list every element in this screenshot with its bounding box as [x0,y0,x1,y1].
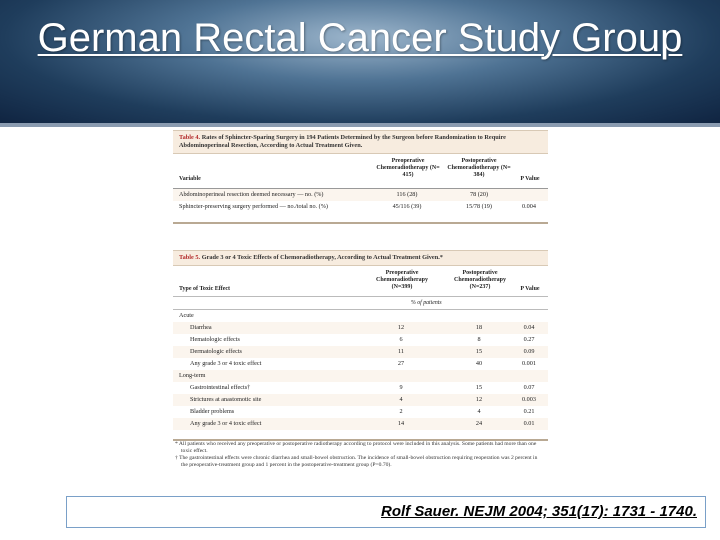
cell-p-value: 0.04 [523,324,535,331]
row-label: Any grade 3 or 4 toxic effect [190,420,262,427]
cell-preop: 27 [397,360,405,367]
cell-postop: 15/78 (19) [466,203,492,210]
citation: Rolf Sauer. NEJM 2004; 351(17): 1731 - 1740. [381,503,697,520]
table-4-header [173,154,548,189]
cell-preop: 2 [399,408,403,415]
table-row [173,382,548,394]
cell-preop: 11 [398,348,404,355]
table-4 [173,130,548,224]
header-toxic-effect: Type of Toxic Effect [179,286,231,292]
cell-preop: 6 [399,336,403,343]
section-row [173,370,548,382]
row-label: Strictures at anastomotic site [190,396,262,403]
table-5-caption [173,251,548,266]
table-row [173,406,548,418]
cell-preop: 4 [399,396,403,403]
section-acute: Acute [179,312,194,319]
row-label: Bladder problems [190,408,235,415]
cell-p-value: 0.01 [523,420,535,427]
header-p-value: P Value [520,286,540,292]
header-postop: Postoperative Chemoradiotherapy (N=237) [454,270,506,290]
row-label: Diarrhea [190,324,212,331]
cell-postop: 8 [477,336,481,343]
table-row [173,346,548,358]
cell-p-value: 0.21 [523,408,535,415]
header-preop: Preoperative Chemoradiotherapy (N= 415) [376,158,440,178]
cell-postop: 40 [475,360,483,367]
cell-preop: 116 (28) [396,191,418,198]
section-row [173,310,548,322]
cell-preop: 45/116 (39) [392,203,422,210]
table-row [173,418,548,430]
cell-p-value: 0.09 [523,348,535,355]
slide-title: German Rectal Cancer Study Group [37,16,683,60]
row-label: Gastrointestinal effects† [190,384,251,391]
row-label: Sphincter-preserving surgery performed — no./total no. (%) [179,203,328,210]
cell-p-value: 0.07 [523,384,535,391]
cell-postop: 15 [475,348,483,355]
table-4-number: Table 4. [179,134,201,141]
row-label: Any grade 3 or 4 toxic effect [190,360,262,367]
table-row [173,394,548,406]
table-5-header [173,266,548,297]
header-variable: Variable [179,176,201,182]
table-row [173,322,548,334]
cell-p-value: 0.004 [522,203,536,210]
cell-postop: 24 [475,420,483,427]
cell-postop: 18 [475,324,483,331]
table-row [173,358,548,370]
footnote: † The gastrointestinal effects were chronic diarrhea and small-bowel obstruction. The incidence of small-bowel obstruction requiring reoperation was 2 percent in the preoperative-treatment group and 1 percent in the postoperative-treatment group (P=0.70). [175,455,538,468]
cell-postop: 15 [475,384,483,391]
cell-p-value: 0.001 [522,360,536,367]
row-label: Hematologic effects [190,336,240,343]
cell-preop: 14 [397,420,405,427]
table-row [173,334,548,346]
section-long-term: Long-term [179,372,206,379]
banner-divider [0,123,720,127]
table-5-number: Table 5. [179,254,201,261]
cell-preop: 12 [397,324,405,331]
cell-p-value: 0.27 [523,336,535,343]
footnote: * All patients who received any preoperative or postoperative radiotherapy according to protocol were included in this analysis. Some patients had more than one toxic effect. [175,441,537,454]
unit-label: % of patients [411,300,442,306]
header-preop: Preoperative Chemoradiotherapy (N=399) [376,270,428,290]
table-row [173,189,548,201]
table-4-caption [173,131,548,154]
cell-postop: 78 (20) [469,191,489,198]
table-row [173,201,548,213]
cell-postop: 4 [477,408,481,415]
header-postop: Postoperative Chemoradiotherapy (N= 384) [447,158,511,178]
citation-box [66,496,706,528]
unit-row [173,297,548,310]
cell-p-value: 0.003 [522,396,536,403]
cell-postop: 12 [475,396,483,403]
table-5 [173,250,548,441]
row-label: Abdominoperineal resection deemed necessary — no. (%) [179,191,324,198]
header-p-value: P Value [520,176,540,182]
table-5-footnotes [173,441,545,469]
table-4-caption-text: Rates of Sphincter-Sparing Surgery in 194 Patients Determined by the Surgeon before Randomization to Require Abdominoperineal Resection, According to Actual Treatment Given. [179,134,506,149]
row-label: Dermatologic effects [190,348,242,355]
table-5-caption-text: Grade 3 or 4 Toxic Effects of Chemoradiotherapy, According to Actual Treatment Given.* [201,254,443,261]
cell-preop: 9 [399,384,403,391]
